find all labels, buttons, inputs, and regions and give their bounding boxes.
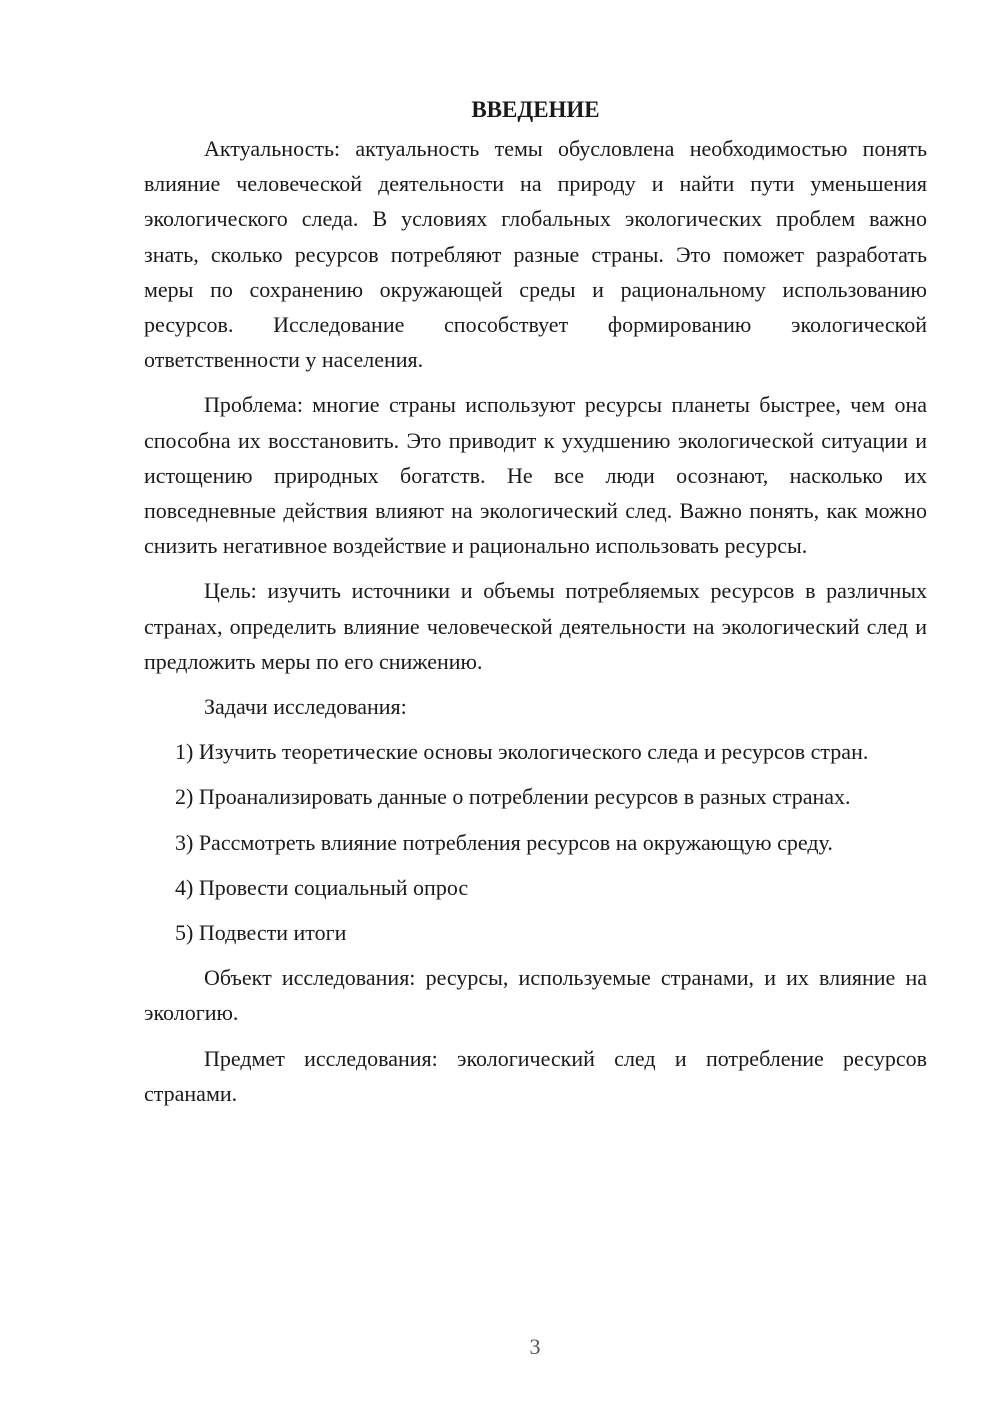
object-paragraph: Объект исследования: ресурсы, используемые странами, и их влияние на экологию. bbox=[144, 965, 927, 1026]
section-heading: ВВЕДЕНИЕ bbox=[471, 97, 600, 122]
task-item: 1) Изучить теоретические основы экологического следа и ресурсов стран. bbox=[175, 739, 869, 765]
relevance-paragraph: Актуальность: актуальность темы обусловлена необходимостью понять влияние человеческой деятельности на природу и найти пути уменьшения экологического следа. В условиях глобальных экологических проблем важно знать, сколько ресурсов потребляют разные страны. Это поможет разработать меры по сохранению окружающей среды и рациональному использованию ресурсов. Исследование способствует формированию экологической ответственности у населения. bbox=[144, 136, 927, 373]
page-number: 3 bbox=[529, 1334, 541, 1359]
goal-paragraph: Цель: изучить источники и объемы потребляемых ресурсов в различных странах, определить влияние человеческой деятельности на экологический след и предложить меры по его снижению. bbox=[144, 578, 927, 674]
task-item: 4) Провести социальный опрос bbox=[175, 874, 469, 900]
document-body bbox=[144, 92, 927, 1121]
task-item: 2) Проанализировать данные о потреблении ресурсов в разных странах. bbox=[175, 784, 851, 810]
task-item: 5) Подвести итоги bbox=[175, 920, 347, 946]
subject-paragraph: Предмет исследования: экологический след и потребление ресурсов странами. bbox=[144, 1045, 927, 1106]
problem-paragraph: Проблема: многие страны используют ресурсы планеты быстрее, чем она способна их восстановить. Это приводит к ухудшению экологической ситуации и истощению природных богатств. Не все люди осознают, насколько их повседневные действия влияют на экологический след. Важно понять, как можно снизить негативное воздействие и рационально использовать ресурсы. bbox=[144, 392, 927, 559]
task-item: 3) Рассмотреть влияние потребления ресурсов на окружающую среду. bbox=[175, 829, 833, 855]
tasks-label: Задачи исследования: bbox=[204, 694, 407, 720]
